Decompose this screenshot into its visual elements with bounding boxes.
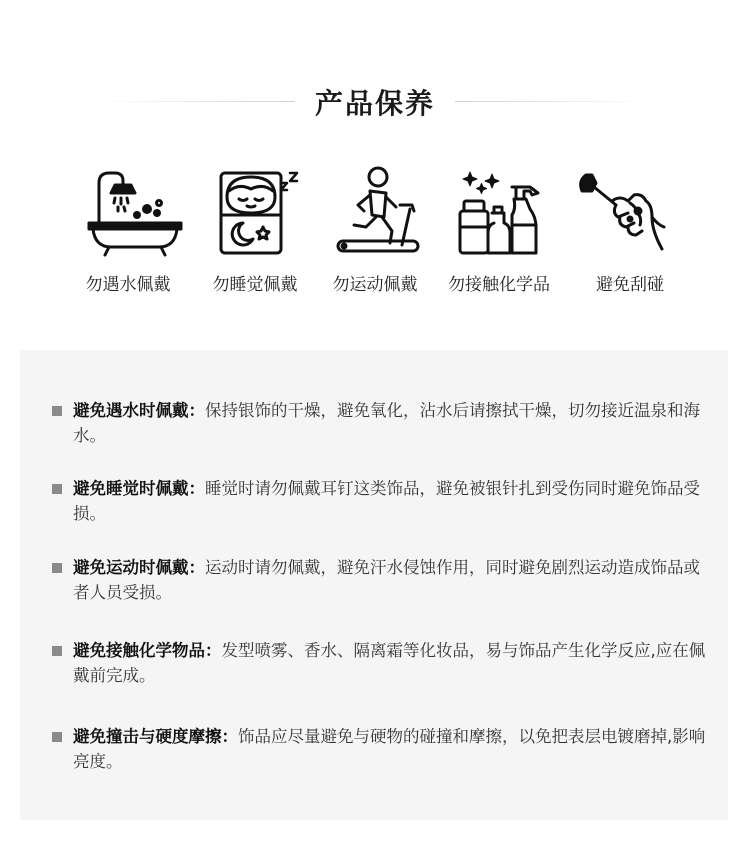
title-divider-left <box>100 101 295 102</box>
title-divider-right <box>455 101 650 102</box>
section-title: 产品保养 <box>314 87 435 120</box>
tip-heading: 避免睡觉时佩戴： <box>73 479 205 498</box>
tip-body: 保持银饰的干燥，避免氧化，沾水后请擦拭干燥，切勿接近温泉和海水。 <box>73 401 700 445</box>
bullet-square-icon <box>52 732 62 742</box>
tip-item-sport <box>52 555 712 605</box>
icon-label-sleep: 勿睡觉佩戴 <box>212 275 298 295</box>
chemical-bottles-icon <box>450 165 550 260</box>
icon-label-chemical: 勿接触化学品 <box>448 275 550 295</box>
tip-heading: 避免接触化学物品： <box>73 641 222 660</box>
tip-heading: 避免撞击与硬度摩擦： <box>73 727 238 746</box>
bullet-square-icon <box>52 406 62 416</box>
bullet-square-icon <box>52 484 62 494</box>
hand-wrench-icon <box>572 165 672 260</box>
icon-label-bath: 勿遇水佩戴 <box>85 275 171 295</box>
tip-body: 睡觉时请勿佩戴耳钉这类饰品，避免被银针扎到受伤同时避免饰品受损。 <box>73 479 700 523</box>
bullet-square-icon <box>52 646 62 656</box>
tip-body: 运动时请勿佩戴，避免汗水侵蚀作用，同时避免剧烈运动造成饰品或者人员受损。 <box>73 558 700 602</box>
bullet-square-icon <box>52 563 62 573</box>
tip-heading: 避免遇水时佩戴： <box>73 401 205 420</box>
tip-item-scratch <box>52 724 712 774</box>
treadmill-runner-icon <box>330 165 430 260</box>
tip-item-sleep <box>52 476 712 526</box>
bath-shower-icon <box>85 165 185 260</box>
sleeping-child-icon <box>205 165 305 260</box>
tip-item-water <box>52 398 712 448</box>
icon-label-scratch: 避免刮碰 <box>596 275 664 295</box>
icon-label-sport: 勿运动佩戴 <box>332 275 418 295</box>
tip-heading: 避免运动时佩戴： <box>73 558 205 577</box>
section-title-row <box>0 80 750 124</box>
tip-item-chemical <box>52 638 712 688</box>
tip-body: 饰品应尽量避免与硬物的碰撞和摩擦，以免把表层电镀磨掉,影响亮度。 <box>73 727 706 771</box>
tip-body: 发型喷雾、香水、隔离霜等化妆品，易与饰品产生化学反应,应在佩戴前完成。 <box>73 641 706 685</box>
